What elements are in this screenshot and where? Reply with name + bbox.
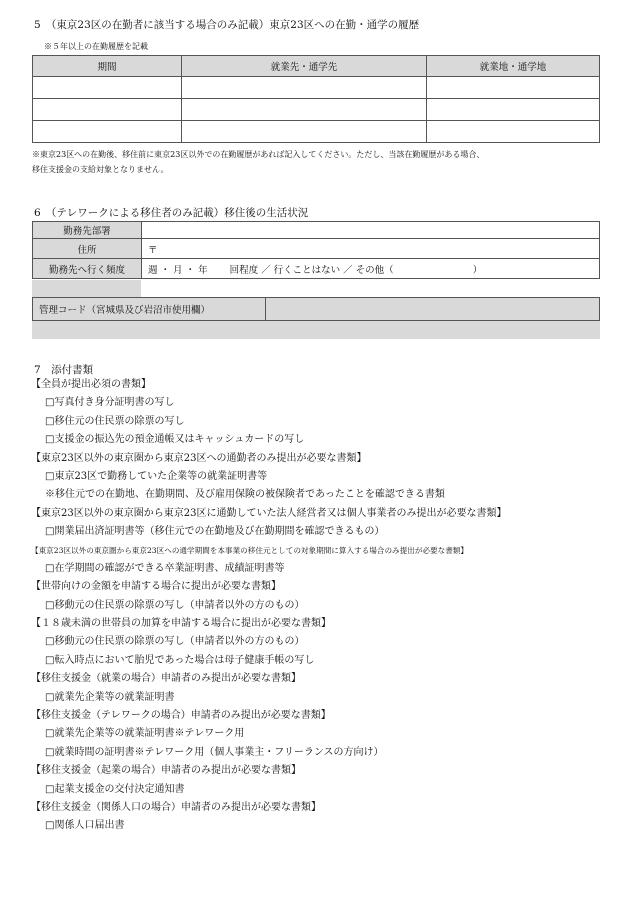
workplace-cell[interactable] <box>182 77 427 99</box>
postal-mark: 〒 <box>148 244 158 256</box>
checkbox-item[interactable]: □就業先企業等の就業証明書※テレワーク用 <box>45 728 245 740</box>
section5-title: 5 （東京23区の在勤者に該当する場合のみ記載）東京23区への在勤・通学の履歴 <box>34 19 420 31</box>
workplace-cell[interactable] <box>182 121 427 143</box>
section5-note: ※５年以上の在勤履歴を記載 <box>44 42 148 51</box>
workplace-cell[interactable] <box>182 99 427 121</box>
label-department: 勤務先部署 <box>33 222 142 239</box>
location-cell[interactable] <box>427 99 600 121</box>
address-field[interactable] <box>142 239 600 259</box>
checkbox-item[interactable]: □在学期間の確認ができる卒業証明書、成績証明書等 <box>45 562 285 574</box>
header-workplace: 就業先・通学先 <box>182 56 427 77</box>
section6-title: 6 （テレワークによる移住者のみ記載）移住後の生活状況 <box>34 207 309 219</box>
admin-code-field <box>266 298 600 321</box>
telework-status-table <box>32 221 600 279</box>
checkbox-item[interactable]: □開業届出済証明書等（移住元での在勤地及び在勤期間を確認できるもの） <box>45 526 385 538</box>
attachment-category-heading: 【移住支援金（テレワークの場合）申請者のみ提出が必要な書類】 <box>31 710 331 722</box>
attachment-category-heading: 【移住支援金（関係人口の場合）申請者のみ提出が必要な書類】 <box>31 801 321 813</box>
checkbox-item[interactable]: □移動元の住民票の除票の写し（申請者以外の方のもの） <box>45 599 305 611</box>
attachment-category-heading: 【１８歳未満の世帯員の加算を申請する場合に提出が必要な書類】 <box>31 618 331 630</box>
period-cell[interactable] <box>33 99 182 121</box>
table-row <box>33 99 600 121</box>
location-cell[interactable] <box>427 77 600 99</box>
header-period: 期間 <box>33 56 182 77</box>
checkbox-item[interactable]: □就業時間の証明書※テレワーク用（個人事業主・フリーランスの方向け） <box>45 746 384 758</box>
checkbox-item[interactable]: □起業支援金の交付決定通知書 <box>45 783 185 795</box>
checkbox-item[interactable]: □移住元の住民票の除票の写し <box>45 415 185 427</box>
table-row <box>33 121 600 143</box>
admin-code-table <box>32 297 600 321</box>
checkbox-item[interactable]: □写真付き身分証明書の写し <box>45 397 175 409</box>
section5-footnote-line2: 移住支援金の支給対象となりません。 <box>32 165 169 174</box>
section7-title: 7 添付書類 <box>34 364 94 376</box>
location-cell[interactable] <box>427 121 600 143</box>
checkbox-item[interactable]: □転入時点において胎児であった場合は母子健康手帳の写し <box>45 654 315 666</box>
admin-code-label: 管理コード（宮城県及び岩沼市使用欄） <box>33 298 266 321</box>
attachment-category-heading: 【移住支援金（就業の場合）申請者のみ提出が必要な書類】 <box>31 673 301 685</box>
attachment-category-heading: 【全員が提出必須の書類】 <box>31 379 151 390</box>
table-row <box>33 77 600 99</box>
header-location: 就業地・通学地 <box>427 56 600 77</box>
checkbox-item[interactable]: □就業先企業等の就業証明書 <box>45 691 175 703</box>
checkbox-item[interactable]: □関係人口届出書 <box>45 820 125 832</box>
work-history-table <box>32 55 600 143</box>
period-cell[interactable] <box>33 77 182 99</box>
label-visit-frequency: 勤務先へ行く頻度 <box>33 259 142 279</box>
period-cell[interactable] <box>33 121 182 143</box>
department-field[interactable] <box>142 222 600 239</box>
attachment-category-heading: 【東京23区以外の東京圏から東京23区に通勤していた法人経営者又は個人事業者のみ提出が必要な書類】 <box>31 507 507 519</box>
admin-gray-band <box>32 321 600 339</box>
attachment-category-heading: 【東京23区以外の東京圏から東京23区への通勤者のみ提出が必要な書類】 <box>31 452 367 464</box>
label-address: 住所 <box>33 239 142 259</box>
attachment-category-heading: 【東京23区以外の東京圏から東京23区への通学期間を本事業の移住元としての対象期間に算入する場合のみ提出が必要な書類】 <box>31 545 468 555</box>
attachment-list <box>31 376 506 836</box>
section5-footnote-line1: ※東京23区への在勤後、移住前に東京23区以外での在勤履歴があれば記入してください。ただし、当該在勤履歴がある場合、 <box>32 150 485 159</box>
attachment-category-heading: 【世帯向けの金額を申請する場合に提出が必要な書類】 <box>31 581 281 593</box>
checkbox-item[interactable]: □支援金の振込先の預金通帳又はキャッシュカードの写し <box>45 434 305 446</box>
checkbox-item[interactable]: □東京23区で勤務していた企業等の就業証明書等 <box>45 470 268 482</box>
visit-frequency-field[interactable]: 週 ・ 月 ・ 年 回程度 ／ 行くことはない ／ その他（ ） <box>142 259 600 279</box>
gray-spacer <box>32 280 141 297</box>
checkbox-item[interactable]: □移動元の住民票の除票の写し（申請者以外の方のもの） <box>45 636 305 648</box>
attachment-note: ※移住元での在勤地、在勤期間、及び雇用保険の被保険者であったことを確認できる書類 <box>45 489 445 501</box>
attachment-category-heading: 【移住支援金（起業の場合）申請者のみ提出が必要な書類】 <box>31 765 301 777</box>
